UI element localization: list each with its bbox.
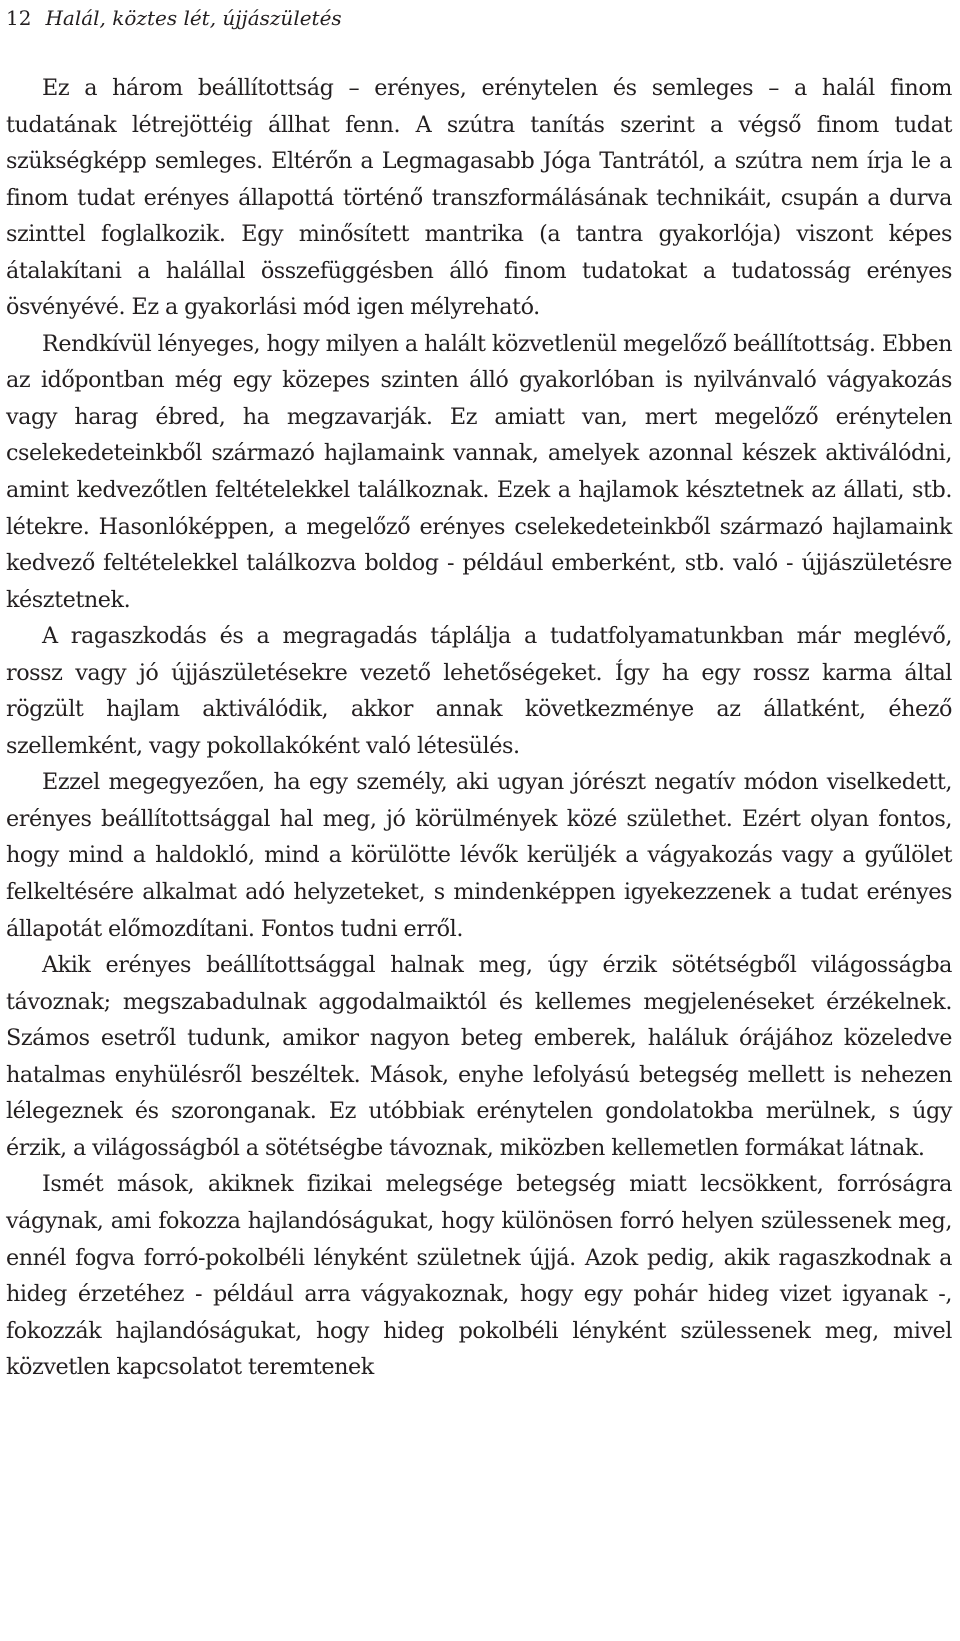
paragraph-2: Rendkívül lényeges, hogy milyen a halált közvetlenül megelőző beállítottság. Ebben az időpontban még egy közepes szinten álló gyakorlóban is nyilvánvaló vágyakozás vagy harag ébred, ha megzavarják. Ez amiatt van, mert megelőző erénytelen cselekedeteinkből származó hajlamaink vannak, amelyek azonnal készek aktiválódni, amint kedvezőtlen feltételekkel találkoznak. Ezek a hajlamok késztetnek az állati, stb. létekre. Hasonlóképpen, a megelőző erényes cselekedeteinkből származó hajlamaink kedvező feltételekkel találkozva boldog - például emberként, stb. való - újjászületésre késztetnek. (6, 330, 952, 613)
page-number: 12 (6, 6, 32, 30)
paragraph-1: Ez a három beállítottság – erényes, erénytelen és semleges – a halál finom tudatának létrejöttéig állhat fenn. A szútra tanítás szerint a végső finom tudat szükségképp semleges. Eltérőn a Legmagasabb Jóga Tantrától, a szútra nem írja le a finom tudat erényes állapottá történő transzformálásának technikáit, csupán a durva szinttel foglalkozik. Egy minősített mantrika (a tantra gyakorlója) viszont képes átalakítani a halállal összefüggésben álló finom tudatokat a tudatosság erényes ösvényévé. Ez a gyakorlási mód igen mélyreható. (6, 75, 952, 321)
paragraph-5: Akik erényes beállítottsággal halnak meg, úgy érzik sötétségből világosságba távoznak; megszabadulnak aggodalmaiktól és kellemes megjelenéseket érzékelnek. Számos esetről tudunk, amikor nagyon beteg emberek, haláluk órájához közeledve hatalmas enyhülésről beszéltek. Mások, enyhe lefolyású betegség mellett is nehezen lélegeznek és szoronganak. Ez utóbbiak erénytelen gondolatokba merülnek, s úgy érzik, a világosságból a sötétségbe távoznak, miközben kellemetlen formákat látnak. (6, 952, 952, 1161)
paragraph-3: A ragaszkodás és a megragadás táplálja a tudatfolyamatunkban már meglévő, rossz vagy jó újjászületésekre vezető lehetőségeket. Így ha egy rossz karma által rögzült hajlam aktiválódik, akkor annak következménye az állatként, éhező szellemként, vagy pokollakóként való létesülés. (6, 623, 952, 759)
running-head (6, 4, 342, 32)
chapter-title: Halál, köztes lét, újjászületés (45, 6, 342, 30)
body-text (6, 70, 952, 1386)
paragraph-4: Ezzel megegyezően, ha egy személy, aki ugyan jórészt negatív módon viselkedett, erényes beállítottsággal hal meg, jó körülmények közé születhet. Ezért olyan fontos, hogy mind a haldokló, mind a körülötte lévők kerüljék a vágyakozás vagy a gyűlölet felkeltésére alkalmat adó helyzeteket, s mindenképpen igyekezzenek a tudat erényes állapotát előmozdítani. Fontos tudni erről. (6, 769, 952, 942)
paragraph-6: Ismét mások, akiknek fizikai melegsége betegség miatt lecsökkent, forróságra vágynak, ami fokozza hajlandóságukat, hogy különösen forró helyen szülessenek meg, ennél fogva forró-pokolbéli lényként születnek újjá. Azok pedig, akik ragaszkodnak a hideg érzetéhez - például arra vágyakoznak, hogy egy pohár hideg vizet igyanak -, fokozzák hajlandóságukat, hogy hideg pokolbéli lényként szülessenek meg, mivel közvetlen kapcsolatot teremtenek (6, 1171, 952, 1381)
